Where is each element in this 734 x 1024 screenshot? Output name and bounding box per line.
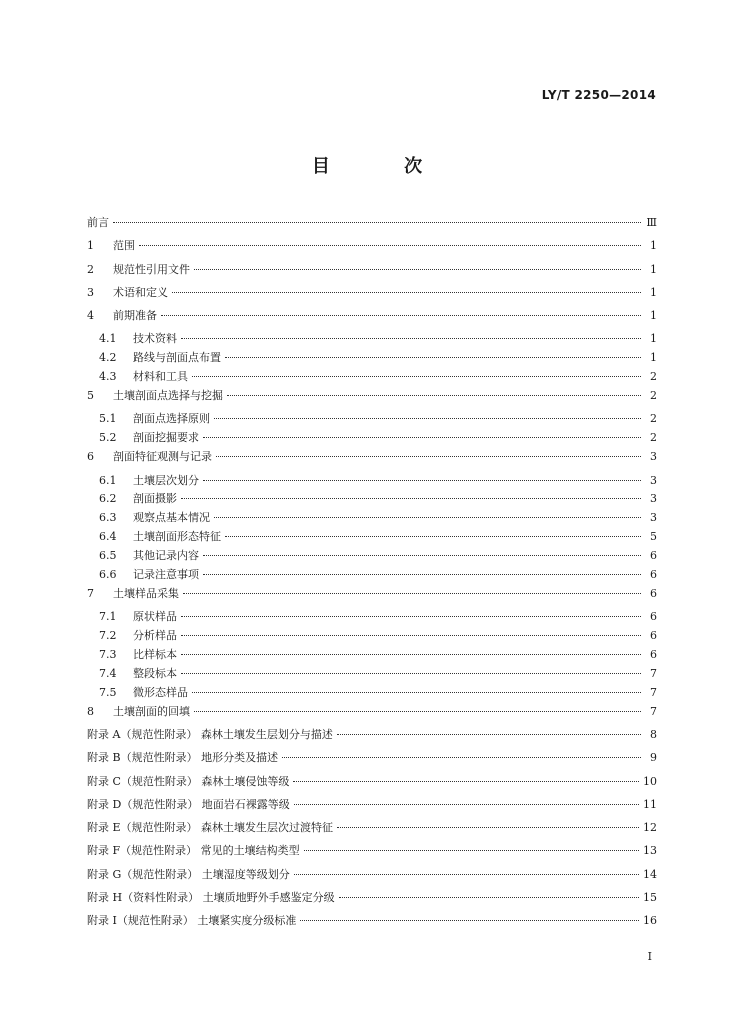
toc-leader-dots [181,673,641,674]
toc-entry-page: 7 [650,704,657,718]
toc-entry-page: 1 [650,285,657,299]
toc-entry-label: 土壤剖面点选择与挖掘 [113,389,223,403]
toc-entry-page: 2 [650,389,657,403]
toc-entry-number: 3 [87,285,94,299]
table-of-contents [87,214,657,936]
toc-entry-page: 3 [650,511,657,525]
toc-entry-label: 土壤样品采集 [113,586,179,600]
toc-entry-number: 5.1 [99,412,117,426]
toc-entry-label: 剖面特征观测与记录 [113,450,212,464]
toc-entry-page: 11 [643,797,657,811]
toc-entry[interactable] [87,307,657,330]
toc-leader-dots [214,517,641,518]
toc-entry[interactable] [87,726,657,749]
toc-entry-page: 16 [643,914,657,928]
toc-entry-label: 附录 F（规范性附录） 常见的土壤结构类型 [87,844,300,858]
toc-leader-dots [339,897,639,898]
toc-entry-number: 7.5 [99,685,117,699]
toc-entry[interactable] [87,528,657,547]
toc-entry-label: 整段标本 [133,666,177,680]
toc-entry-page: Ⅲ [646,216,657,229]
toc-entry-label: 附录 I（规范性附录） 土壤紧实度分级标准 [87,914,297,928]
toc-entry-label: 术语和定义 [113,285,168,299]
toc-entry-page: 3 [650,492,657,506]
toc-entry-page: 1 [650,351,657,365]
toc-entry[interactable] [87,866,657,889]
toc-entry[interactable] [87,237,657,260]
toc-entry[interactable] [87,566,657,585]
toc-entry-label: 剖面点选择原则 [133,412,210,426]
toc-entry-page: 6 [650,647,657,661]
toc-entry-number: 6.6 [99,567,117,581]
toc-leader-dots [181,616,641,617]
toc-entry-number: 7.4 [99,666,117,680]
toc-entry-page: 1 [650,262,657,276]
toc-entry[interactable] [87,472,657,491]
toc-entry-page: 10 [643,774,657,788]
toc-entry-label: 比样标本 [133,647,177,661]
toc-leader-dots [181,498,641,499]
toc-entry-label: 微形态样品 [133,685,188,699]
toc-entry-number: 2 [87,262,94,276]
toc-entry-label: 分析样品 [133,629,177,643]
toc-entry[interactable] [87,214,657,237]
toc-entry[interactable] [87,627,657,646]
toc-entry-label: 前言 [87,216,109,229]
toc-entry-label: 范围 [113,239,135,253]
toc-entry-number: 4.2 [99,351,117,365]
toc-entry-label: 附录 E（规范性附录） 森林土壤发生层次过渡特征 [87,821,334,835]
toc-entry[interactable] [87,448,657,471]
toc-entry-label: 附录 B（规范性附录） 地形分类及描述 [87,751,279,765]
toc-leader-dots [194,711,641,712]
toc-entry-page: 7 [650,685,657,699]
toc-entry[interactable] [87,547,657,566]
toc-leader-dots [337,734,641,735]
toc-leader-dots [337,827,639,828]
toc-leader-dots [192,376,641,377]
toc-entry-label: 材料和工具 [133,370,188,384]
page-title: 目 次 [311,156,457,177]
toc-leader-dots [225,357,641,358]
toc-leader-dots [227,395,641,396]
toc-entry[interactable] [87,773,657,796]
toc-entry-number: 8 [87,704,94,718]
toc-entry[interactable] [87,842,657,865]
toc-leader-dots [294,874,639,875]
toc-entry-number: 4.3 [99,370,117,384]
toc-entry-page: 8 [650,727,657,741]
toc-leader-dots [214,418,641,419]
toc-leader-dots [294,804,639,805]
toc-entry-label: 规范性引用文件 [113,262,190,276]
standard-code: LY/T 2250—2014 [541,88,656,102]
toc-leader-dots [203,574,641,575]
toc-entry[interactable] [87,509,657,528]
page-number: I [647,950,652,963]
toc-entry-label: 技术资料 [133,332,177,346]
toc-entry-label: 附录 A（规范性附录） 森林土壤发生层划分与描述 [87,727,333,741]
toc-leader-dots [203,437,641,438]
toc-entry[interactable] [87,703,657,726]
toc-leader-dots [216,456,641,457]
toc-entry-label: 前期准备 [113,309,157,323]
toc-leader-dots [139,245,641,246]
toc-entry[interactable] [87,646,657,665]
toc-entry-page: 2 [650,370,657,384]
toc-entry-number: 6.1 [99,473,117,487]
toc-entry[interactable] [87,889,657,912]
toc-entry-page: 3 [650,450,657,464]
toc-entry-label: 记录注意事项 [133,567,199,581]
toc-entry-page: 1 [650,309,657,323]
toc-entry-number: 4.1 [99,332,117,346]
toc-entry-label: 剖面摄影 [133,492,177,506]
toc-leader-dots [282,757,641,758]
toc-entry-number: 5 [87,389,94,403]
toc-entry-number: 7.3 [99,647,117,661]
toc-entry-page: 6 [650,586,657,600]
toc-entry[interactable] [87,749,657,772]
toc-entry-page: 1 [650,239,657,253]
toc-leader-dots [300,920,639,921]
toc-entry[interactable] [87,410,657,429]
toc-entry[interactable] [87,684,657,703]
toc-entry-label: 附录 H（资料性附录） 土壤质地野外手感鉴定分级 [87,891,335,904]
toc-entry-page: 6 [650,610,657,624]
toc-entry[interactable] [87,796,657,819]
toc-entry[interactable] [87,912,657,935]
toc-entry-page: 3 [650,473,657,487]
toc-entry-page: 1 [650,332,657,346]
toc-entry-page: 6 [650,549,657,563]
toc-entry-label: 附录 D（规范性附录） 地面岩石裸露等级 [87,797,290,811]
toc-entry-page: 6 [650,629,657,643]
toc-entry-number: 6.2 [99,492,117,506]
toc-leader-dots [304,850,639,851]
toc-leader-dots [181,635,641,636]
toc-entry-label: 附录 C（规范性附录） 森林土壤侵蚀等级 [87,774,290,788]
toc-entry[interactable] [87,349,657,368]
toc-entry-number: 6.3 [99,511,117,525]
toc-entry-number: 1 [87,239,94,253]
toc-entry[interactable] [87,490,657,509]
toc-entry[interactable] [87,284,657,307]
toc-entry-number: 6.4 [99,530,117,544]
toc-entry-number: 7 [87,586,94,600]
toc-leader-dots [181,338,641,339]
toc-entry-page: 6 [650,567,657,581]
toc-entry-page: 9 [650,751,657,765]
toc-entry-page: 7 [650,666,657,680]
toc-entry[interactable] [87,261,657,284]
toc-entry-number: 4 [87,309,94,323]
toc-entry[interactable] [87,429,657,448]
toc-entry-label: 其他记录内容 [133,549,199,563]
toc-entry-page: 12 [643,821,657,835]
toc-entry-label: 土壤剖面的回填 [113,704,190,718]
toc-leader-dots [203,555,641,556]
toc-entry-page: 5 [650,530,657,544]
toc-entry-number: 6 [87,450,94,464]
toc-entry-label: 土壤剖面形态特征 [133,530,221,544]
toc-leader-dots [194,269,641,270]
toc-leader-dots [183,593,641,594]
toc-entry[interactable] [87,368,657,387]
toc-entry[interactable] [87,330,657,349]
toc-leader-dots [172,292,641,293]
toc-entry-number: 5.2 [99,431,117,445]
toc-entry[interactable] [87,585,657,608]
toc-leader-dots [113,222,641,223]
toc-entry-page: 2 [650,431,657,445]
toc-leader-dots [225,536,641,537]
toc-leader-dots [203,480,641,481]
toc-entry-page: 14 [643,867,657,881]
toc-entry-label: 附录 G（规范性附录） 土壤湿度等级划分 [87,867,290,881]
toc-leader-dots [181,654,641,655]
toc-entry-page: 15 [643,891,657,904]
toc-leader-dots [161,315,641,316]
toc-entry[interactable] [87,608,657,627]
toc-entry-label: 观察点基本情况 [133,511,210,525]
toc-entry[interactable] [87,819,657,842]
toc-entry-page: 2 [650,412,657,426]
toc-entry-label: 原状样品 [133,610,177,624]
toc-entry[interactable] [87,665,657,684]
toc-entry-number: 7.1 [99,610,117,624]
toc-leader-dots [293,781,639,782]
toc-entry-number: 6.5 [99,549,117,563]
toc-entry-page: 13 [643,844,657,858]
toc-entry-number: 7.2 [99,629,117,643]
toc-entry[interactable] [87,387,657,410]
toc-entry-label: 路线与剖面点布置 [133,351,221,365]
toc-entry-label: 剖面挖掘要求 [133,431,199,445]
toc-leader-dots [192,692,641,693]
toc-entry-label: 土壤层次划分 [133,473,199,487]
